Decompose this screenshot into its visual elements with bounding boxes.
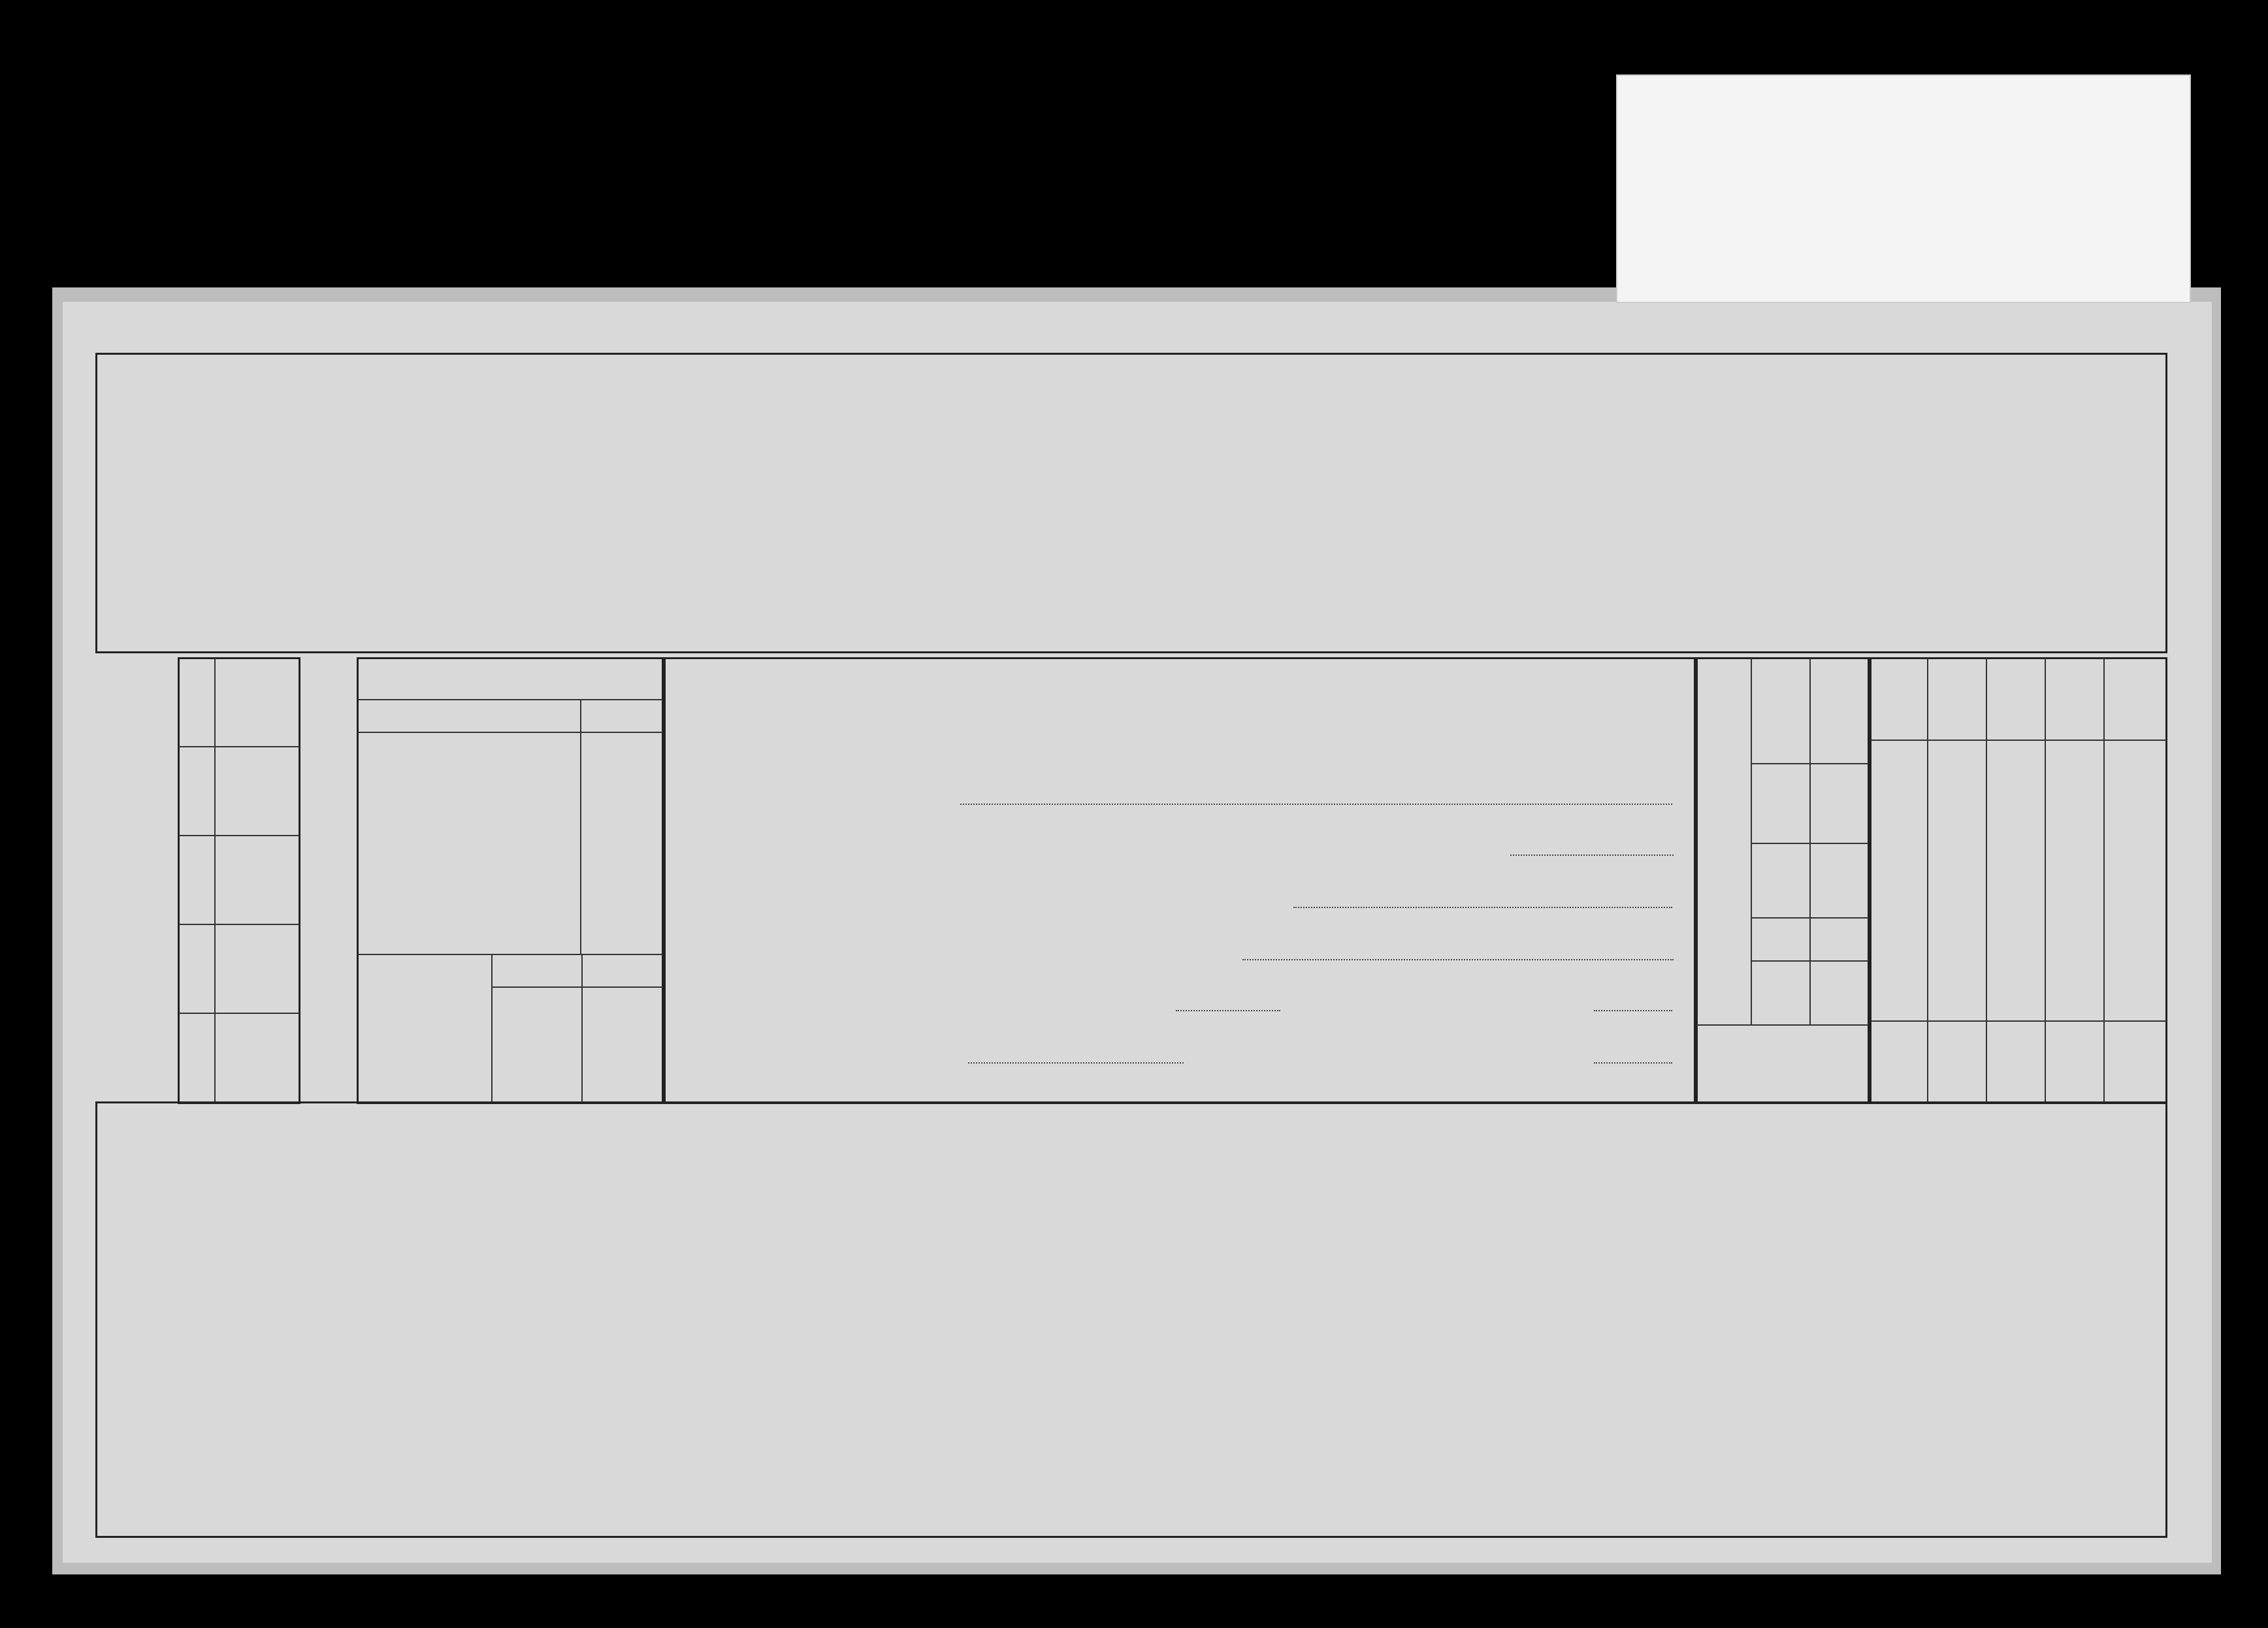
workers-box: [178, 657, 300, 1104]
private-farms-box: [664, 657, 1696, 1104]
population-box: [1696, 657, 1870, 1104]
employees-box: [1870, 657, 2167, 1104]
lease-table: [95, 1101, 2167, 1538]
bleed-through-tag: [1616, 74, 2191, 303]
crops-table: [95, 353, 2167, 653]
enterprises-box: [357, 657, 664, 1104]
